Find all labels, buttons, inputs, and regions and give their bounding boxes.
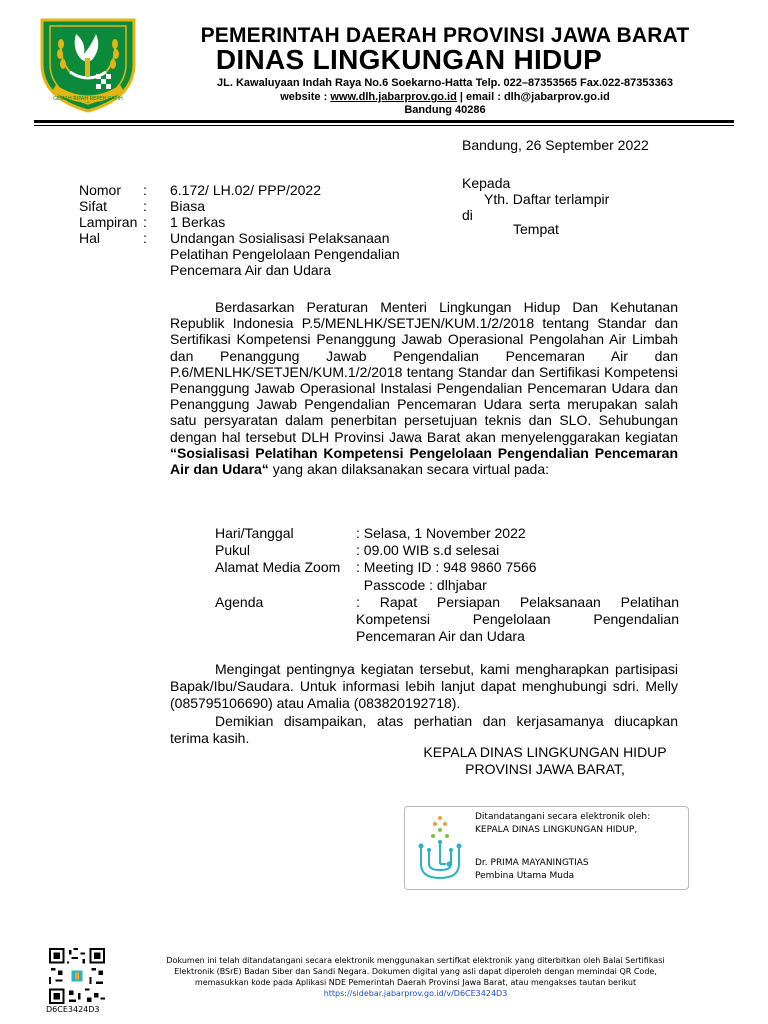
header-rule-thin <box>34 125 734 126</box>
body-text-start: Berdasarkan Peraturan Menteri Lingkungan Hidup Dan Kehutanan Republik Indonesia P.5/MENLHK/SETJEN/KUM.1/2/2018 tentang Standar dan Sertifikasi Kompetensi Penanggung Jawab Operasional Pengolahan Air Limbah dan Penanggung Jawab Pengendalian Pencemaran Air dan P.6/MENLHK/SETJEN/KUM.1/2/2018 tentang Standar dan Sertifikasi Kompetensi Penanggung Jawab Operasional Instalasi Pengendalian Pencemaran Udara dan Penanggung Jawab Pengendalian Pencemaran Udara serta merupakan salah satu persyaratan dalam penerbitan persetujuan teknis dan SLO. Sehubungan dengan hal tersebut DLH Provinsi Jawa Barat akan menyelenggarakan kegiatan <box>170 299 678 445</box>
meta-row: Hal : Undangan Sosialisasi Pelaksanaan Pelatihan Pengelolaan Pengendalian Pencemara Air dan Udara <box>79 230 449 278</box>
letter-date: Bandung, 26 September 2022 <box>462 137 649 153</box>
signed-by-role: KEPALA DINAS LINGKUNGAN HIDUP, <box>475 825 638 835</box>
email-label: | email : dlh@jabarprov.go.id <box>456 91 610 103</box>
detail-row <box>215 577 679 594</box>
website-link[interactable]: www.dlh.jabarprov.go.id <box>330 91 457 103</box>
contact-line <box>165 91 725 103</box>
detail-row <box>215 525 679 542</box>
bsre-signature-icon <box>413 812 467 884</box>
verification-qr-code[interactable] <box>49 948 105 1004</box>
detail-row <box>215 542 679 559</box>
recipient-at: di <box>462 207 473 223</box>
agency-name: DINAS LINGKUNGAN HIDUP <box>215 44 603 75</box>
detail-key: Agenda <box>215 593 264 610</box>
detail-key: Hari/Tanggal <box>215 525 294 541</box>
esign-footer <box>128 955 703 999</box>
signatory-title-line2: PROVINSI JAWA BARAT, <box>465 761 625 777</box>
detail-row <box>215 559 679 576</box>
meta-key: Nomor <box>79 182 122 198</box>
meta-value: 1 Berkas <box>170 214 226 230</box>
meta-row: Sifat : Biasa <box>79 198 449 214</box>
meta-key: Sifat <box>79 198 108 214</box>
detail-value: : Rapat Persiapan Pelaksanaan Pelatihan Kompetensi Pengelolaan Pengendalian Pencemaran Air dan Udara <box>356 593 679 645</box>
qr-code-label: D6CE3424D3 <box>46 1005 100 1014</box>
body-paragraph <box>170 299 678 477</box>
logo-motto: GEMAH RIPAH REPEH RAPIH <box>53 96 123 102</box>
detail-row <box>215 594 679 646</box>
closing-paragraph-1: Mengingat pentingnya kegiatan tersebut, kami mengharapkan partisipasi Bapak/Ibu/Saudara. Untuk informasi lebih lanjut dapat menghubungi sdri. Melly (085795106690) atau Amalia (083820192718). <box>170 661 678 712</box>
meta-row: Lampiran : 1 Berkas <box>79 214 449 230</box>
letter-meta <box>79 182 449 278</box>
detail-key <box>215 577 356 594</box>
footer-line2: Elektronik (BSrE) Badan Siber dan Sandi Negara. Dokumen digital yang asli dapat diperoleh dengan memindai QR Code, <box>174 967 657 976</box>
detail-value: Passcode : dlhjabar <box>356 576 487 593</box>
meta-value: Biasa <box>170 198 206 214</box>
detail-key: Alamat Media Zoom <box>215 559 341 576</box>
event-title: “Sosialisasi Pelatihan Kompetensi Pengelolaan Pengendalian Pencemaran Air dan Udara“ <box>170 444 678 478</box>
closing-paragraphs <box>170 661 678 747</box>
signatory-rank: Pembina Utama Muda <box>475 871 575 881</box>
meta-key: Hal <box>79 230 101 246</box>
recipient-place: Tempat <box>513 221 559 237</box>
detail-key: Pukul <box>215 542 251 559</box>
recipient-name: Yth. Daftar terlampir <box>484 191 610 207</box>
detail-value: : Selasa, 1 November 2022 <box>356 525 526 541</box>
west-java-emblem-logo <box>34 14 142 114</box>
signatory-title-line1: KEPALA DINAS LINGKUNGAN HIDUP <box>423 744 667 760</box>
closing-paragraph-2: Demikian disampaikan, atas perhatian dan kerjasamanya diucapkan terima kasih. <box>170 712 678 746</box>
city-postal: Bandung 40286 <box>404 104 486 116</box>
meta-value: Undangan Sosialisasi Pelaksanaan Pelatihan Pengelolaan Pengendalian Pencemara Air dan Udara <box>170 230 400 278</box>
website-label: website : <box>280 91 331 103</box>
meta-row: Nomor : 6.172/ LH.02/ PPP/2022 <box>79 182 449 198</box>
agency-address: JL. Kawaluyaan Indah Raya No.6 Soekarno-Hatta Telp. 022–87353565 Fax.022-87353363 <box>217 77 673 89</box>
verification-link[interactable]: https://sidebar.jabarprov.go.id/v/D6CE3424D3 <box>323 989 508 998</box>
detail-value: : Meeting ID : 948 9860 7566 <box>356 559 537 576</box>
meta-value: 6.172/ LH.02/ PPP/2022 <box>170 182 321 198</box>
detail-value: : 09.00 WIB s.d selesai <box>356 542 500 559</box>
footer-line1: Dokumen ini telah ditandatangani secara elektronik menggunakan sertifkat elektronik yang diterbitkan oleh Balai Sertifikasi <box>166 956 665 965</box>
recipient-to: Kepada <box>462 175 511 191</box>
meta-key: Lampiran <box>79 214 138 230</box>
government-name: PEMERINTAH DAERAH PROVINSI JAWA BARAT <box>200 24 690 47</box>
signed-by-label: Ditandatangani secara elektronik oleh: <box>475 812 651 822</box>
body-text-end: yang akan dilaksanakan secara virtual pada: <box>268 461 549 478</box>
signatory-name: Dr. PRIMA MAYANINGTIAS <box>475 858 589 868</box>
signatory-title <box>395 744 695 778</box>
event-details <box>215 525 679 645</box>
recipient-block <box>462 175 609 237</box>
header-rule-thick <box>34 120 734 123</box>
footer-line3: memasukkan kode pada Aplikasi NDE Pemerintah Daerah Provinsi Jawa Barat, atau mengakses tautan berikut <box>194 978 637 987</box>
